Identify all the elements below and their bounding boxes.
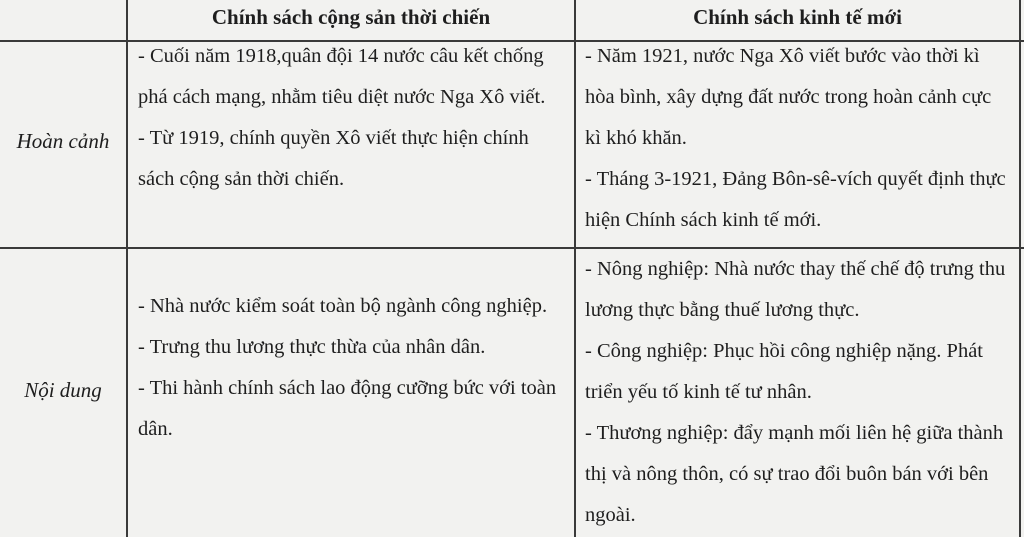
row2-right-cell	[585, 249, 1010, 536]
row2-right-para-2: - Công nghiệp: Phục hồi công nghiệp nặng. Phát triển yếu tố kinh tế tư nhân.	[585, 340, 983, 403]
row1-right-para-2: - Tháng 3-1921, Đảng Bôn-sê-vích quyết định thực hiện Chính sách kinh tế mới.	[585, 168, 1006, 231]
column-divider-2	[574, 0, 576, 537]
row2-left-para-1: - Nhà nước kiểm soát toàn bộ ngành công nghiệp.	[138, 295, 548, 317]
row1-right-para-1: - Năm 1921, nước Nga Xô viết bước vào thời kì hòa bình, xây dựng đất nước trong hoàn cảnh cực kì khó khăn.	[585, 45, 992, 149]
row2-left-cell	[138, 286, 568, 450]
column-divider-right	[1019, 0, 1021, 537]
header-right: Chính sách kinh tế mới	[693, 5, 902, 29]
header-left: Chính sách cộng sản thời chiến	[211, 5, 491, 29]
row2-left-para-2: - Trưng thu lương thực thừa của nhân dân.	[138, 336, 486, 358]
row2-left-para-3: - Thi hành chính sách lao động cưỡng bức với toàn dân.	[138, 377, 557, 440]
row1-left-cell	[138, 36, 568, 200]
row2-right-para-1: - Nông nghiệp: Nhà nước thay thế chế độ trưng thu lương thực bằng thuế lương thực.	[585, 258, 1006, 321]
column-divider-1	[126, 0, 128, 537]
row2-right-para-3: - Thương nghiệp: đẩy mạnh mối liên hệ giữa thành thị và nông thôn, có sự trao đổi buôn bán với bên ngoài.	[585, 422, 1004, 526]
row-label-hoan-canh: Hoàn cảnh	[16, 129, 110, 153]
row1-left-para-1: - Cuối năm 1918,quân đội 14 nước câu kết chống phá cách mạng, nhằm tiêu diệt nước Nga Xô viết.	[138, 45, 546, 108]
row1-left-para-2: - Từ 1919, chính quyền Xô viết thực hiện chính sách cộng sản thời chiến.	[138, 127, 529, 190]
row1-right-cell	[585, 36, 1010, 241]
row-label-noi-dung: Nội dung	[24, 378, 102, 402]
